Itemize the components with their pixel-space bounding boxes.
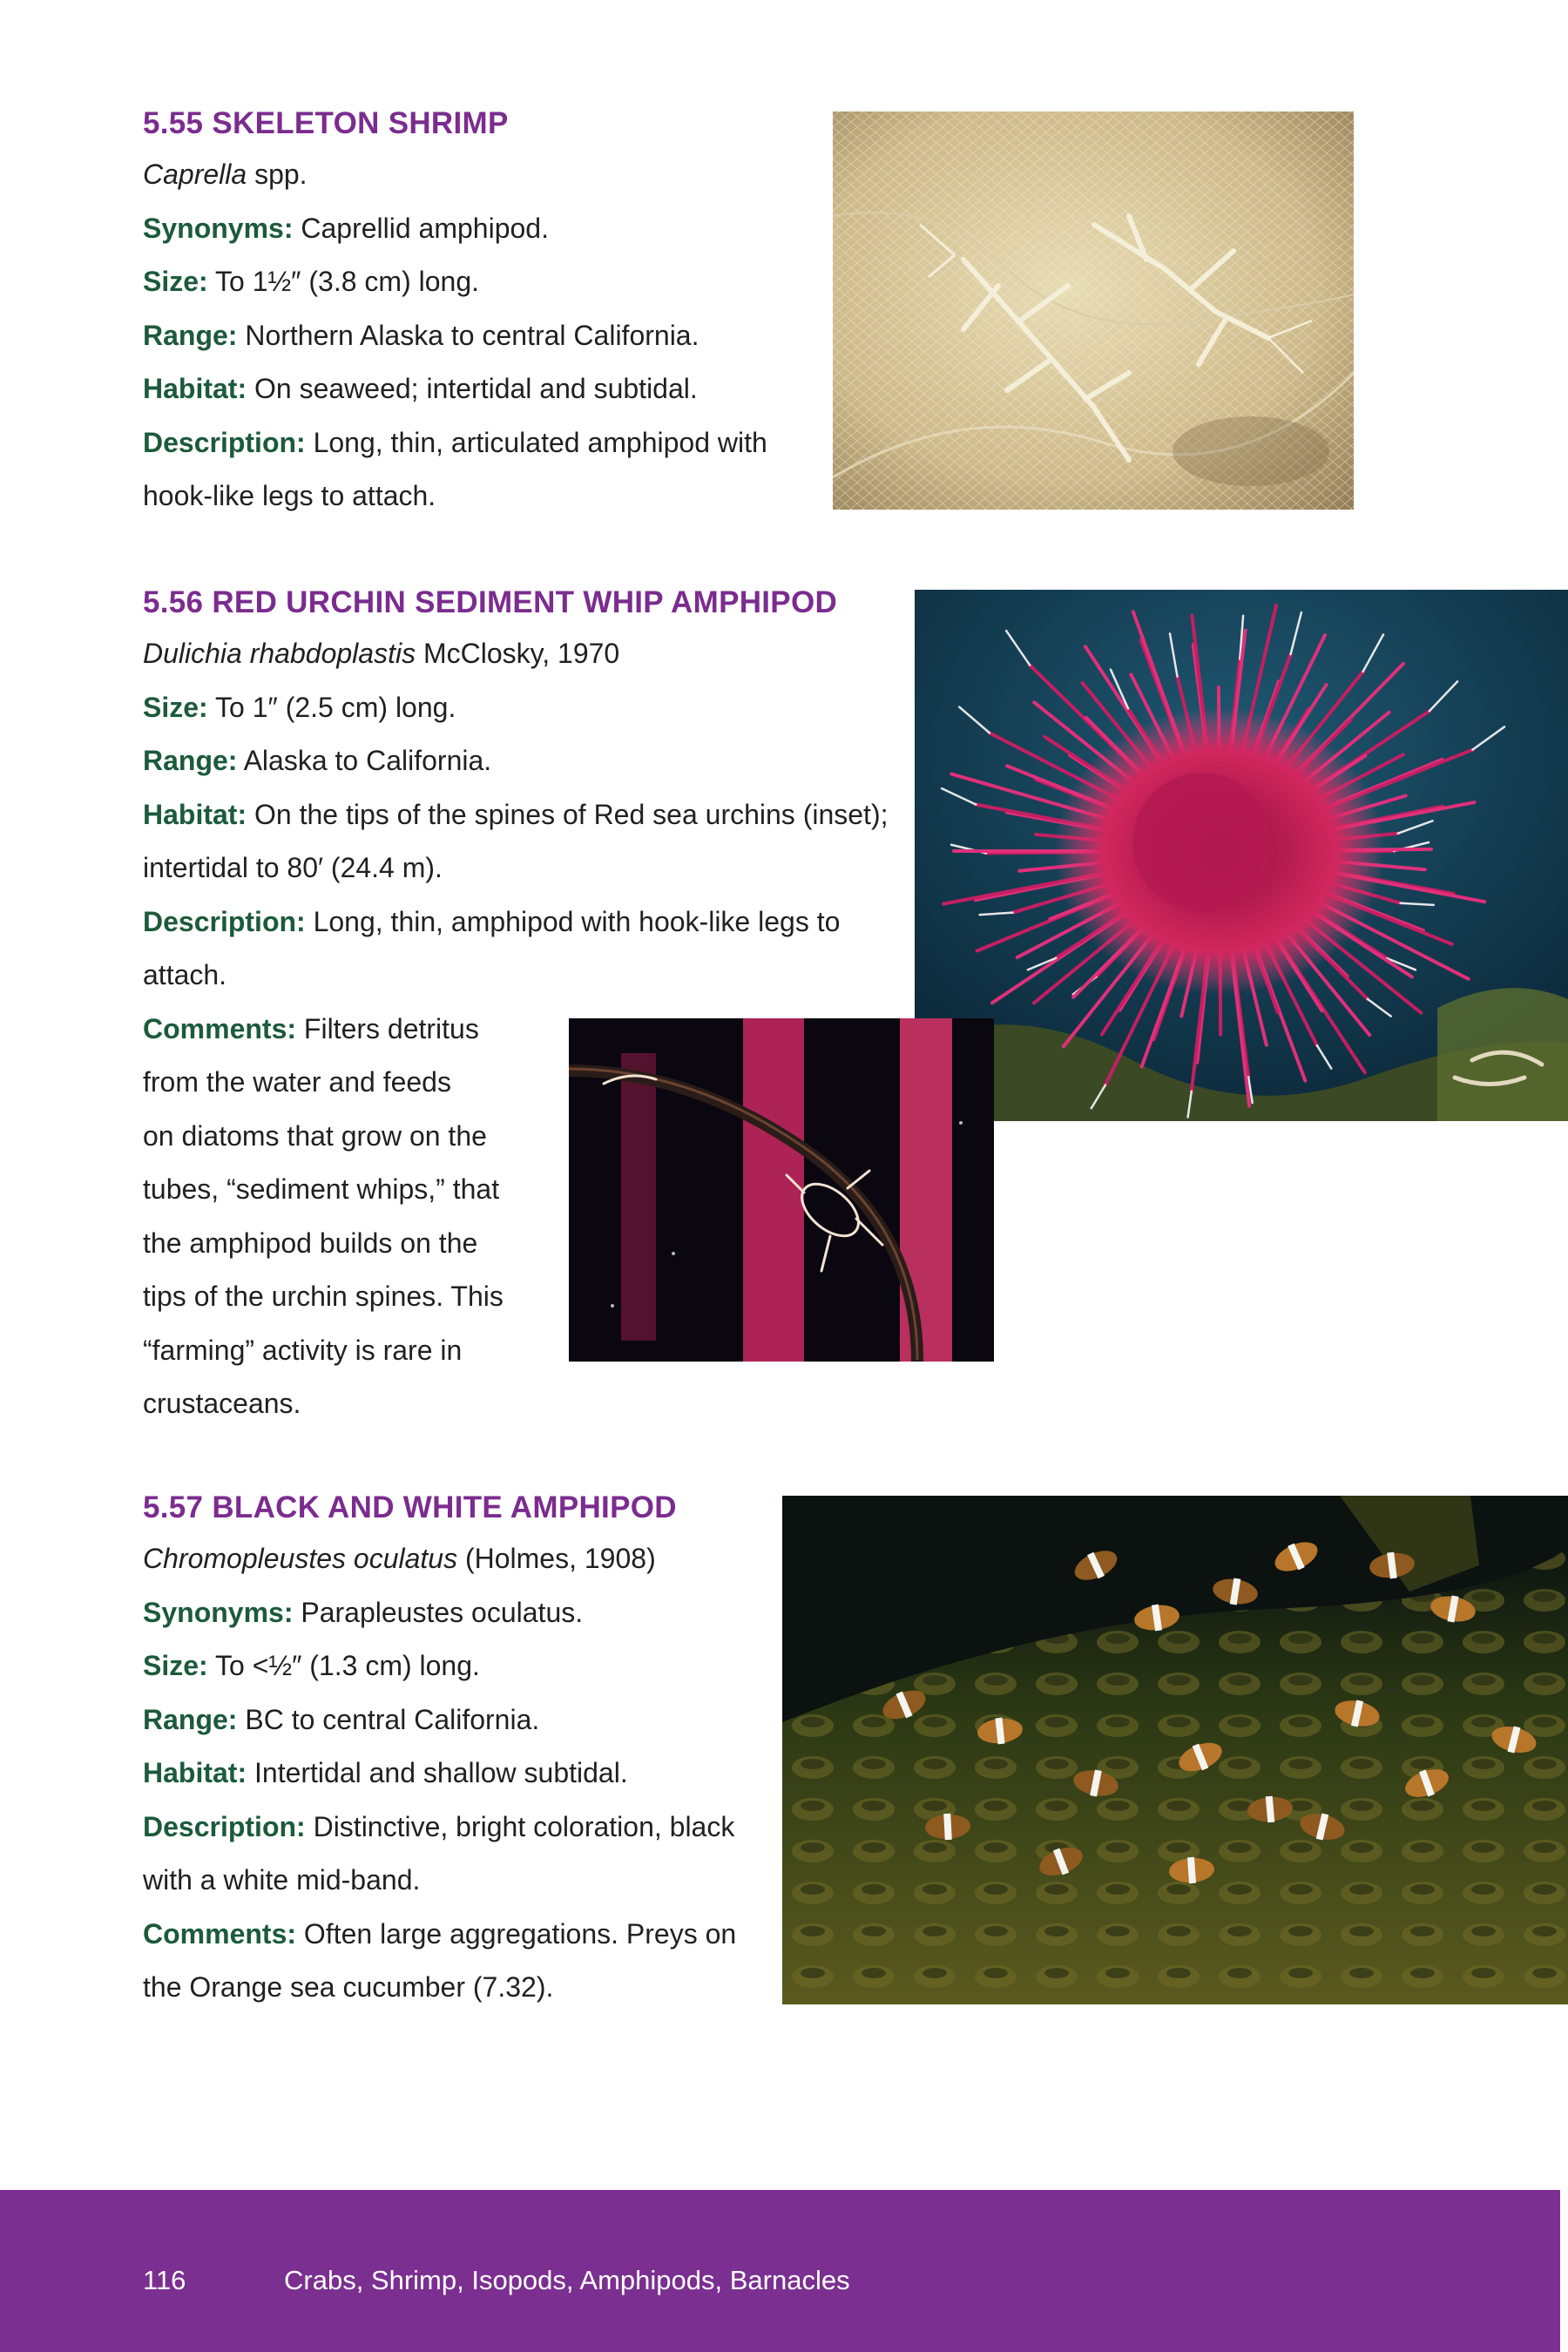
comments-line-cont: the amphipod builds on the — [143, 1227, 478, 1259]
entry-skeleton-shrimp — [143, 99, 840, 524]
description-line: Description: Long, thin, amphipod with hook-like legs to — [143, 905, 841, 937]
black-and-white-amphipod-photo — [782, 1496, 1568, 2004]
range-line: Range: BC to central California. — [143, 1703, 540, 1735]
comments-line-cont: tips of the urchin spines. This — [143, 1281, 504, 1312]
habitat-line: Habitat: On the tips of the spines of Red sea urchins (inset); — [143, 798, 889, 830]
size-line: Size: To 1½″ (3.8 cm) long. — [143, 266, 480, 297]
habitat-line: Habitat: Intertidal and shallow subtidal. — [143, 1757, 628, 1788]
entry-heading: 5.57 BLACK AND WHITE AMPHIPOD — [143, 1490, 677, 1524]
synonyms-line: Synonyms: Parapleustes oculatus. — [143, 1596, 584, 1628]
description-line-cont: attach. — [143, 959, 227, 990]
scientific-name: Dulichia rhabdoplastis McClosky, 1970 — [143, 638, 620, 669]
comments-line-cont: the Orange sea cucumber (7.32). — [143, 1971, 554, 2003]
comments-line-cont: “farming” activity is rare in — [143, 1334, 463, 1366]
comments-line-cont: on diatoms that grow on the — [143, 1119, 487, 1152]
habitat-line-cont: intertidal to 80′ (24.4 m). — [143, 852, 443, 883]
comments-line-cont: from the water and feeds — [143, 1066, 451, 1098]
page-footer — [0, 2190, 1560, 2352]
comments-line-cont: tubes, “sediment whips,” that — [143, 1173, 500, 1205]
page-number: 116 — [143, 2265, 186, 2295]
description-line: Description: Long, thin, articulated amphipod with — [143, 426, 767, 458]
entry-black-and-white-amphipod — [143, 1484, 840, 2015]
size-line: Size: To 1″ (2.5 cm) long. — [143, 691, 456, 723]
chapter-title: Crabs, Shrimp, Isopods, Amphipods, Barnacles — [284, 2265, 850, 2295]
synonyms-line: Synonyms: Caprellid amphipod. — [143, 212, 549, 244]
description-line-cont: hook-like legs to attach. — [143, 480, 436, 511]
size-line: Size: To <½″ (1.3 cm) long. — [143, 1650, 480, 1681]
comments-line: Comments: Filters detritus — [143, 1012, 479, 1044]
red-sea-urchin-photo — [915, 590, 1568, 1121]
description-line: Description: Distinctive, bright coloration, black — [143, 1810, 735, 1842]
entry-heading: 5.56 RED URCHIN SEDIMENT WHIP AMPHIPOD — [143, 585, 838, 619]
range-line: Range: Alaska to California. — [143, 745, 492, 776]
range-line: Range: Northern Alaska to central California. — [143, 319, 700, 351]
description-line-cont: with a white mid-band. — [143, 1864, 421, 1896]
amphipod-inset-photo — [569, 1018, 994, 1362]
habitat-line: Habitat: On seaweed; intertidal and subtidal. — [143, 373, 698, 404]
skeleton-shrimp-photo — [833, 112, 1354, 510]
scientific-name: Caprella spp. — [143, 159, 308, 190]
comments-line: Comments: Often large aggregations. Preys on — [143, 1917, 737, 1950]
entry-heading: 5.55 SKELETON SHRIMP — [143, 106, 509, 140]
scientific-name: Chromopleustes oculatus (Holmes, 1908) — [143, 1543, 656, 1574]
comments-line-cont: crustaceans. — [143, 1388, 301, 1419]
